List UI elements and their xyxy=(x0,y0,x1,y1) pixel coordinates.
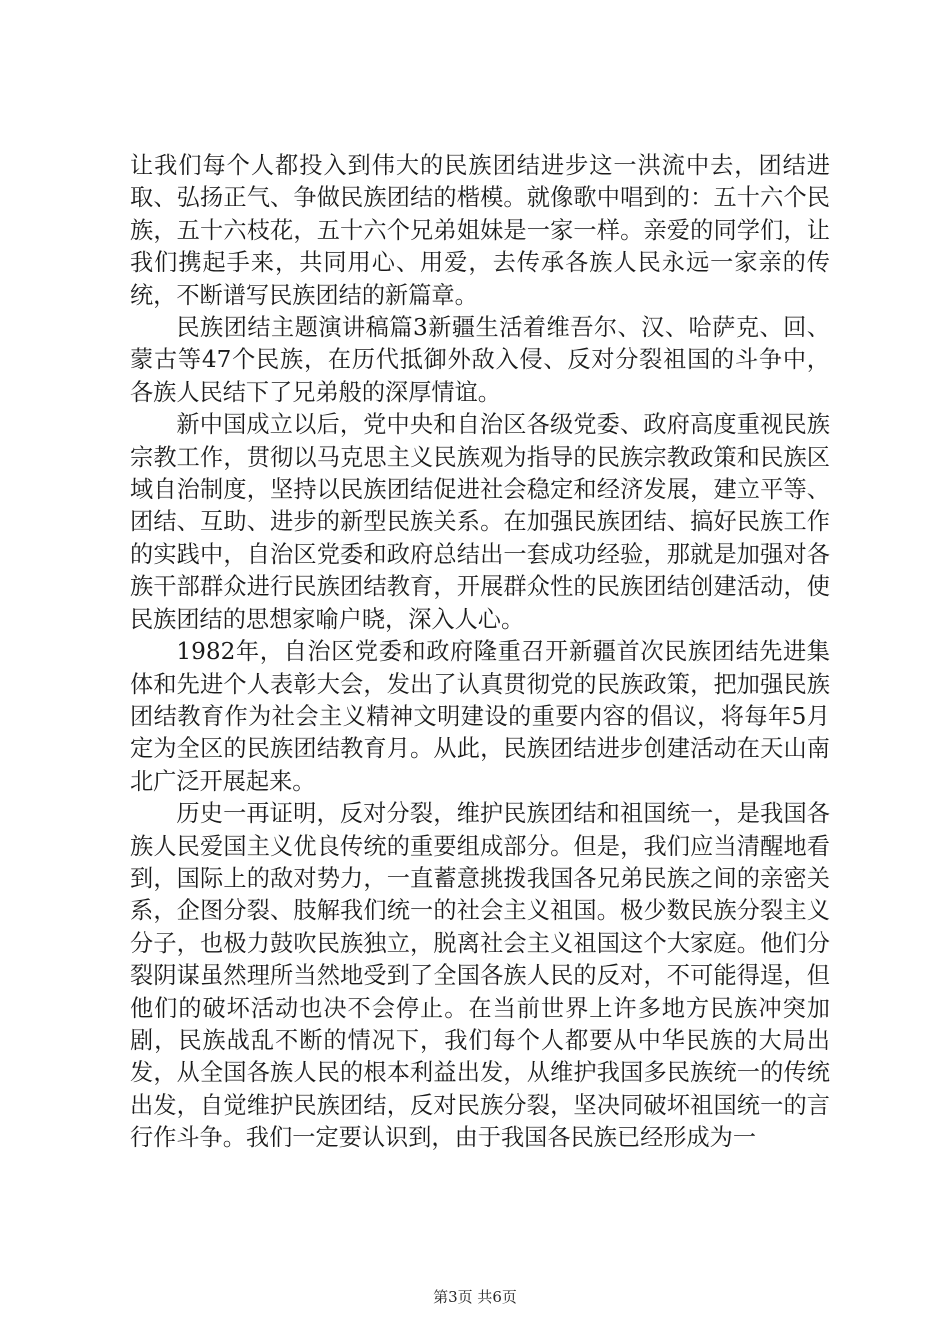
paragraph: 历史一再证明，反对分裂，维护民族团结和祖国统一，是我国各族人民爱国主义优良传统的重要组成部分。但是，我们应当清醒地看到，国际上的敌对势力，一直蓄意挑拨我国各兄弟民族之间的亲密关系，企图分裂、肢解我们统一的社会主义祖国。极少数民族分裂主义分子，也极力鼓吹民族独立，脱离社会主义祖国这个大家庭。他们分裂阴谋虽然理所当然地受到了全国各族人民的反对，不可能得逞，但他们的破坏活动也决不会停止。在当前世界上许多地方民族冲突加剧，民族战乱不断的情况下，我们每个人都要从中华民族的大局出发，从全国各族人民的根本利益出发，从维护我国多民族统一的传统出发，自觉维护民族团结，反对民族分裂，坚决同破坏祖国统一的言行作斗争。我们一定要认识到，由于我国各民族已经形成为一 xyxy=(130,800,830,1152)
paragraph: 1982年，自治区党委和政府隆重召开新疆首次民族团结先进集体和先进个人表彰大会，发出了认真贯彻党的民族政策，把加强民族团结教育作为社会主义精神文明建设的重要内容的倡议，将每年5月定为全区的民族团结教育月。从此，民族团结进步创建活动在天山南北广泛开展起来。 xyxy=(130,638,830,795)
page-footer xyxy=(0,1287,950,1307)
document-body xyxy=(130,150,830,1155)
paragraph: 让我们每个人都投入到伟大的民族团结进步这一洪流中去，团结进取、弘扬正气、争做民族团结的楷模。就像歌中唱到的：五十六个民族，五十六枝花，五十六个兄弟姐妹是一家一样。亲爱的同学们，让我们携起手来，共同用心、用爱，去传承各族人民永远一家亲的传统，不断谱写民族团结的新篇章。 xyxy=(130,152,830,309)
paragraph: 新中国成立以后，党中央和自治区各级党委、政府高度重视民族宗教工作，贯彻以马克思主义民族观为指导的民族宗教政策和民族区域自治制度，坚持以民族团结促进社会稳定和经济发展，建立平等、团结、互助、进步的新型民族关系。在加强民族团结、搞好民族工作的实践中，自治区党委和政府总结出一套成功经验，那就是加强对各族干部群众进行民族团结教育，开展群众性的民族团结创建活动，使民族团结的思想家喻户晓，深入人心。 xyxy=(130,411,830,633)
paragraph: 民族团结主题演讲稿篇3新疆生活着维吾尔、汉、哈萨克、回、蒙古等47个民族，在历代抵御外敌入侵、反对分裂祖国的斗争中，各族人民结下了兄弟般的深厚情谊。 xyxy=(130,314,830,406)
page-number: 第3页 共6页 xyxy=(433,1288,517,1306)
